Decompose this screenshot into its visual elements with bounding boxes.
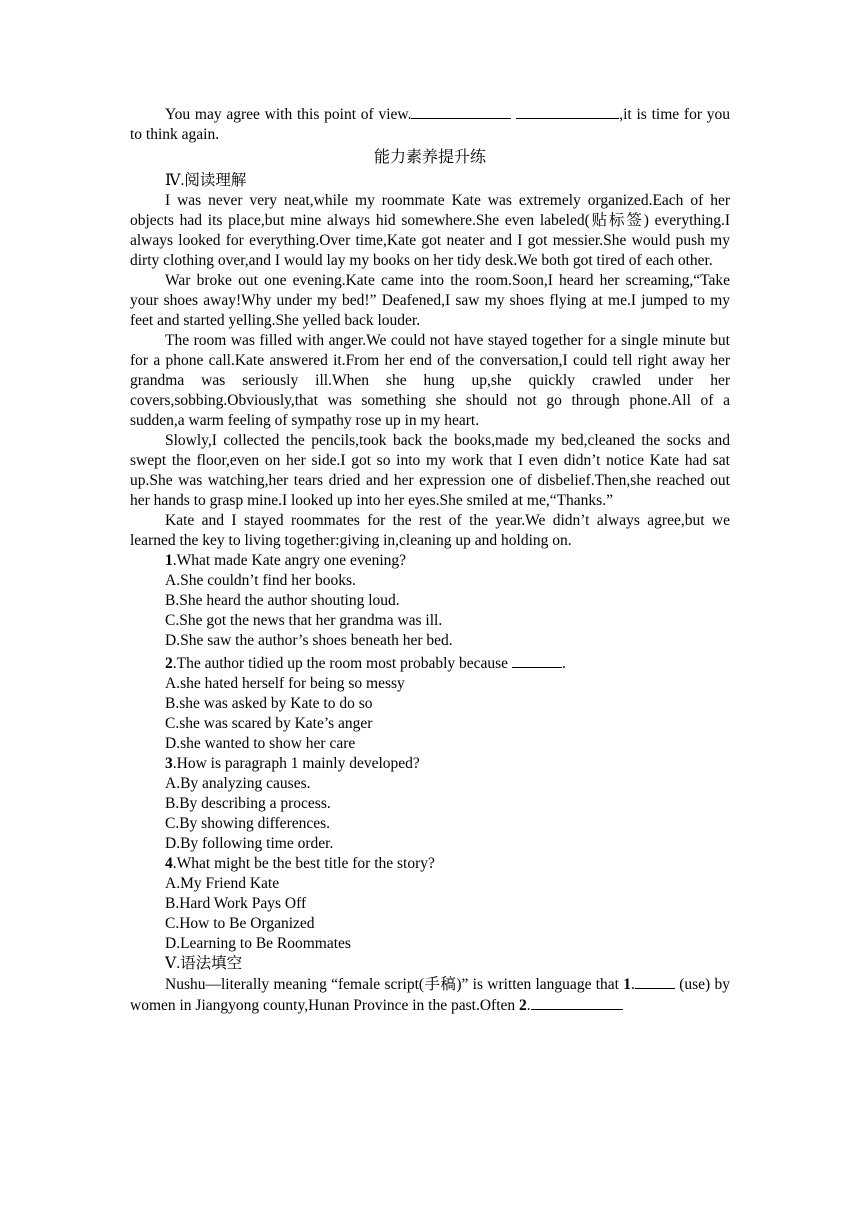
- question-1-option-b[interactable]: B.She heard the author shouting loud.: [165, 592, 400, 609]
- grammar-paragraph: Nushu—literally meaning “female script(手稿)” is written language that 1. (use) by women in Jiangyong county,Hunan Province in the past.Often 2.: [130, 976, 730, 1014]
- intro-paragraph: [130, 104, 730, 145]
- question-number: 3: [165, 755, 173, 772]
- question-stem: .What made Kate angry one evening?: [172, 552, 407, 569]
- answer-blank[interactable]: [512, 653, 562, 668]
- question-3-option-b[interactable]: B.By describing a process.: [165, 795, 331, 812]
- grammar-text-b: (use) by women in Jiangyong county,Hunan Province in the past.Often: [130, 976, 730, 1014]
- reading-heading: Ⅳ.阅读理解: [165, 172, 247, 189]
- grammar-blank-1[interactable]: [635, 974, 675, 989]
- question-1-option-c[interactable]: C.She got the news that her grandma was ill.: [165, 612, 443, 629]
- blank-number-1: 1: [623, 976, 632, 993]
- reading-paragraph-2: War broke out one evening.Kate came into the room.Soon,I heard her screaming,“Take your shoes away!Why under my bed!” Deafened,I saw my shoes flying at me.I jumped to my feet and started yelling.She yelled back louder.: [130, 272, 730, 329]
- question-2-option-c[interactable]: C.she was scared by Kate’s anger: [165, 715, 373, 732]
- question-3: [130, 754, 730, 774]
- question-3-option-c[interactable]: C.By showing differences.: [165, 815, 331, 832]
- grammar-text-a: Nushu—literally meaning “female script(手稿)” is written language that: [165, 976, 624, 993]
- question-4-option-b[interactable]: B.Hard Work Pays Off: [165, 895, 307, 912]
- question-stem: .What might be the best title for the story?: [172, 855, 435, 872]
- grammar-blank-2[interactable]: [531, 995, 623, 1010]
- question-4-option-c[interactable]: C.How to Be Organized: [165, 915, 315, 932]
- question-3-option-a[interactable]: A.By analyzing causes.: [165, 775, 311, 792]
- question-stem: .How is paragraph 1 mainly developed?: [172, 755, 420, 772]
- question-number: 1: [165, 552, 173, 569]
- question-2-option-d[interactable]: D.she wanted to show her care: [165, 735, 356, 752]
- intro-text-b: ,it is time for you to think again.: [130, 106, 730, 143]
- question-1-option-d[interactable]: D.She saw the author’s shoes beneath her bed.: [165, 632, 453, 649]
- question-4: [130, 854, 730, 874]
- question-2-option-b[interactable]: B.she was asked by Kate to do so: [165, 695, 373, 712]
- reading-paragraph-5: Kate and I stayed roommates for the rest of the year.We didn’t always agree,but we learned the key to living together:giving in,cleaning up and holding on.: [130, 512, 730, 549]
- intro-text-a: You may agree with this point of view.: [165, 106, 412, 123]
- section-title: 能力素养提升练: [373, 149, 486, 166]
- reading-paragraph-4: Slowly,I collected the pencils,took back the books,made my bed,cleaned the socks and swept the floor,even on her side.I got so into my work that I even didn’t notice Kate had sat up.She was watching,her tears dried and her expression one of disbelief.Then,she reached out her hands to grasp mine.I looked up into her eyes.She smiled at me,“Thanks.”: [130, 432, 730, 509]
- blank-line-1[interactable]: [411, 104, 511, 119]
- question-4-option-a[interactable]: A.My Friend Kate: [165, 875, 280, 892]
- question-2: [130, 653, 730, 674]
- question-4-option-d[interactable]: D.Learning to Be Roommates: [165, 935, 351, 952]
- grammar-heading: Ⅴ.语法填空: [165, 955, 243, 972]
- question-1: [130, 551, 730, 571]
- question-2-option-a[interactable]: A.she hated herself for being so messy: [165, 675, 405, 692]
- question-number: 2: [165, 655, 173, 672]
- question-number: 4: [165, 855, 173, 872]
- reading-paragraph-3: The room was filled with anger.We could not have stayed together for a single minute but for a phone call.Kate answered it.From her end of the conversation,I could tell right away her grandma was seriously ill.When she hung up,she quickly crawled under her covers,sobbing.Obviously,that was something she should not go through phone.All of a sudden,a warm feeling of sympathy rose up in my heart.: [130, 332, 730, 429]
- reading-paragraph-1: I was never very neat,while my roommate Kate was extremely organized.Each of her objects had its place,but mine always hid somewhere.She even labeled(贴标签) everything.I always looked for everything.Over time,Kate got neater and I got messier.She would push my dirty clothing over,and I would lay my books on her tidy desk.We both got tired of each other.: [130, 192, 730, 269]
- document-page: [130, 104, 730, 1016]
- question-1-option-a[interactable]: A.She couldn’t find her books.: [165, 572, 356, 589]
- question-stem: .The author tidied up the room most probably because: [172, 655, 509, 672]
- blank-number-2: 2: [519, 997, 527, 1014]
- question-stem-end: .: [561, 655, 566, 672]
- question-3-option-d[interactable]: D.By following time order.: [165, 835, 334, 852]
- blank-line-2[interactable]: [516, 104, 619, 119]
